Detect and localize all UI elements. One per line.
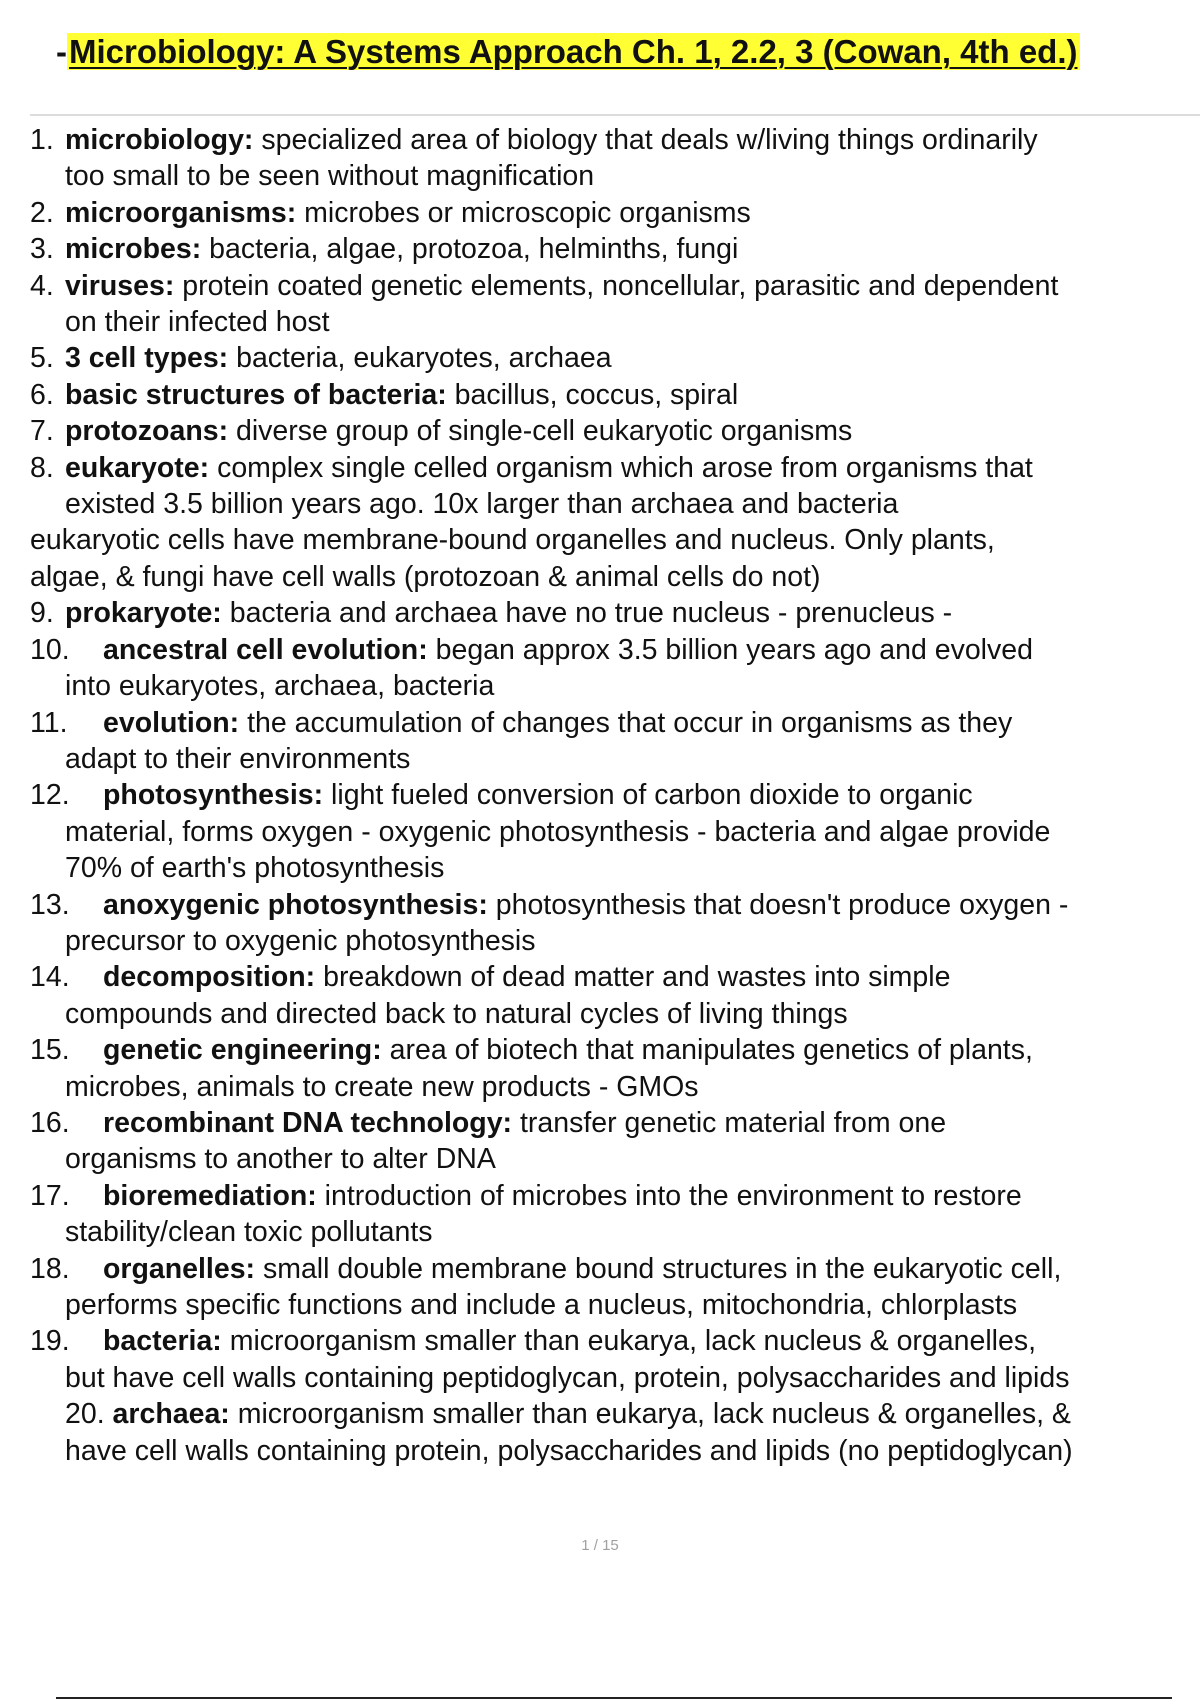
list-item — [0, 1032, 1200, 1105]
list-item — [0, 777, 1200, 886]
item-line — [65, 195, 1194, 231]
item-number: 13. — [30, 888, 70, 921]
item-line — [65, 1323, 1194, 1359]
term-definition: specialized area of biology that deals w/living things ordinarily — [253, 124, 1038, 156]
document-title — [56, 30, 1080, 74]
list-item — [0, 1251, 1200, 1324]
list-item — [0, 1178, 1200, 1251]
term-word: photosynthesis: — [103, 779, 324, 812]
list-item — [0, 959, 1200, 1032]
list-item — [0, 377, 1200, 413]
term-definition: began approx 3.5 billion years ago and evolved — [427, 633, 1033, 666]
item-number: 1. — [30, 124, 54, 156]
list-item — [0, 413, 1200, 449]
term-word: genetic engineering: — [103, 1034, 382, 1067]
term-word: microorganisms: — [65, 196, 297, 229]
item-line: have cell walls containing protein, polysaccharides and lipids (no peptidoglycan) — [65, 1434, 1073, 1467]
item-continuation-line: algae, & fungi have cell walls (protozoan & animal cells do not) — [30, 560, 821, 593]
list-item — [0, 705, 1200, 778]
term-word: evolution: — [103, 706, 240, 739]
list-item — [0, 595, 1200, 631]
term-word: bacteria: — [103, 1325, 222, 1358]
list-item — [0, 195, 1200, 231]
term-word: archaea: — [112, 1398, 230, 1431]
item-line — [65, 340, 1194, 376]
term-word: protozoans: — [65, 415, 229, 448]
page-indicator: 1 / 15 — [581, 1537, 619, 1554]
item-number: 14. — [30, 961, 70, 994]
item-line — [65, 377, 1194, 413]
item-line: on their infected host — [65, 306, 330, 339]
item-line — [65, 1396, 1194, 1432]
item-line: too small to be seen without magnification — [65, 160, 595, 193]
term-word: microbiology: — [65, 124, 254, 156]
list-item — [0, 231, 1200, 267]
item-number: 7. — [30, 415, 54, 448]
term-word: anoxygenic photosynthesis: — [103, 888, 488, 921]
item-number: 2. — [30, 196, 54, 229]
term-word: recombinant DNA technology: — [103, 1106, 513, 1139]
list-item — [0, 122, 1200, 195]
title-prefix: - — [56, 33, 67, 70]
item-line: performs specific functions and include a nucleus, mitochondria, chlorplasts — [65, 1289, 1018, 1321]
list-item — [0, 887, 1200, 960]
term-word: viruses: — [65, 269, 175, 302]
list-item — [0, 1396, 1200, 1469]
term-definition: bacillus, coccus, spiral — [446, 378, 739, 411]
item-line — [65, 777, 1194, 813]
term-word: 3 cell types: — [65, 342, 229, 375]
item-line: microbes, animals to create new products - GMOs — [65, 1070, 699, 1103]
item-line: material, forms oxygen - oxygenic photosynthesis - bacteria and algae provide — [65, 815, 1051, 848]
page-bottom-divider — [56, 1697, 1172, 1699]
item-number: 11. — [30, 706, 68, 739]
term-definition: protein coated genetic elements, noncellular, parasitic and dependent — [174, 269, 1059, 302]
item-line: but have cell walls containing peptidoglycan, protein, polysaccharides and lipids — [65, 1361, 1070, 1394]
item-line — [65, 122, 1194, 158]
list-item — [0, 340, 1200, 376]
item-continuation-line: eukaryotic cells have membrane-bound organelles and nucleus. Only plants, — [30, 524, 995, 557]
term-definition: breakdown of dead matter and wastes into simple — [315, 961, 951, 994]
item-number: 20. — [65, 1398, 105, 1431]
term-definition: complex single celled organism which arose from organisms that — [209, 451, 1033, 484]
term-definition: microbes or microscopic organisms — [296, 196, 751, 229]
item-line — [65, 1105, 1194, 1141]
item-line — [65, 231, 1194, 267]
item-number: 18. — [30, 1252, 70, 1285]
item-number: 10. — [30, 633, 70, 666]
item-line — [65, 959, 1194, 995]
term-word: bioremediation: — [103, 1179, 317, 1212]
item-number: 12. — [30, 779, 70, 812]
item-line — [65, 450, 1194, 486]
title-divider — [30, 114, 1200, 116]
term-definition: photosynthesis that doesn't produce oxygen - — [487, 888, 1069, 921]
term-definition: small double membrane bound structures in the eukaryotic cell, — [255, 1252, 1062, 1285]
item-line — [65, 1251, 1194, 1287]
list-item — [0, 1105, 1200, 1178]
item-number: 5. — [30, 342, 54, 375]
item-line — [65, 887, 1194, 923]
term-definition: diverse group of single-cell eukaryotic organisms — [228, 415, 853, 448]
item-number: 9. — [30, 597, 54, 630]
item-line — [65, 413, 1194, 449]
list-item — [0, 450, 1200, 596]
item-line: 70% of earth's photosynthesis — [65, 852, 445, 885]
item-line: compounds and directed back to natural cycles of living things — [65, 997, 848, 1030]
item-line — [65, 632, 1194, 668]
term-definition: introduction of microbes into the environment to restore — [316, 1179, 1022, 1212]
term-definition: light fueled conversion of carbon dioxide to organic — [323, 779, 973, 812]
item-line: existed 3.5 billion years ago. 10x larger than archaea and bacteria — [65, 488, 899, 521]
item-line: organisms to another to alter DNA — [65, 1143, 496, 1176]
list-item — [0, 632, 1200, 705]
term-definition: area of biotech that manipulates genetics of plants, — [381, 1034, 1033, 1067]
term-definition: bacteria and archaea have no true nucleus - prenucleus - — [221, 597, 953, 630]
item-line — [65, 705, 1194, 741]
item-line — [65, 595, 1194, 631]
term-definition: bacteria, algae, protozoa, helminths, fungi — [201, 233, 739, 266]
term-word: eukaryote: — [65, 451, 210, 484]
item-line — [65, 1178, 1194, 1214]
item-line: into eukaryotes, archaea, bacteria — [65, 670, 495, 703]
item-number: 8. — [30, 451, 54, 484]
list-item — [0, 268, 1200, 341]
term-definition: transfer genetic material from one — [512, 1106, 947, 1139]
item-number: 19. — [30, 1325, 70, 1358]
term-list — [0, 122, 1200, 1469]
term-definition: bacteria, eukaryotes, archaea — [228, 342, 612, 375]
list-item — [0, 1323, 1200, 1396]
term-word: microbes: — [65, 233, 202, 266]
item-line: adapt to their environments — [65, 742, 411, 775]
item-number: 15. — [30, 1034, 70, 1067]
item-line — [65, 1032, 1194, 1068]
term-definition: microorganism smaller than eukarya, lack nucleus & organelles, — [221, 1325, 1037, 1358]
item-number: 16. — [30, 1106, 70, 1139]
item-number: 6. — [30, 378, 54, 411]
item-line: stability/clean toxic pollutants — [65, 1216, 433, 1249]
item-line — [65, 268, 1194, 304]
term-word: ancestral cell evolution: — [103, 633, 428, 666]
term-definition: the accumulation of changes that occur in organisms as they — [239, 706, 1013, 739]
term-word: organelles: — [103, 1252, 256, 1285]
term-definition: microorganism smaller than eukarya, lack nucleus & organelles, & — [229, 1398, 1071, 1431]
title-text: Microbiology: A Systems Approach Ch. 1, 2.2, 3 (Cowan, 4th ed.) — [69, 33, 1078, 70]
item-number: 3. — [30, 233, 54, 266]
item-number: 17. — [30, 1179, 70, 1212]
item-line: precursor to oxygenic photosynthesis — [65, 924, 536, 957]
term-word: decomposition: — [103, 961, 316, 994]
term-word: prokaryote: — [65, 597, 222, 630]
item-number: 4. — [30, 269, 54, 302]
term-word: basic structures of bacteria: — [65, 378, 447, 411]
